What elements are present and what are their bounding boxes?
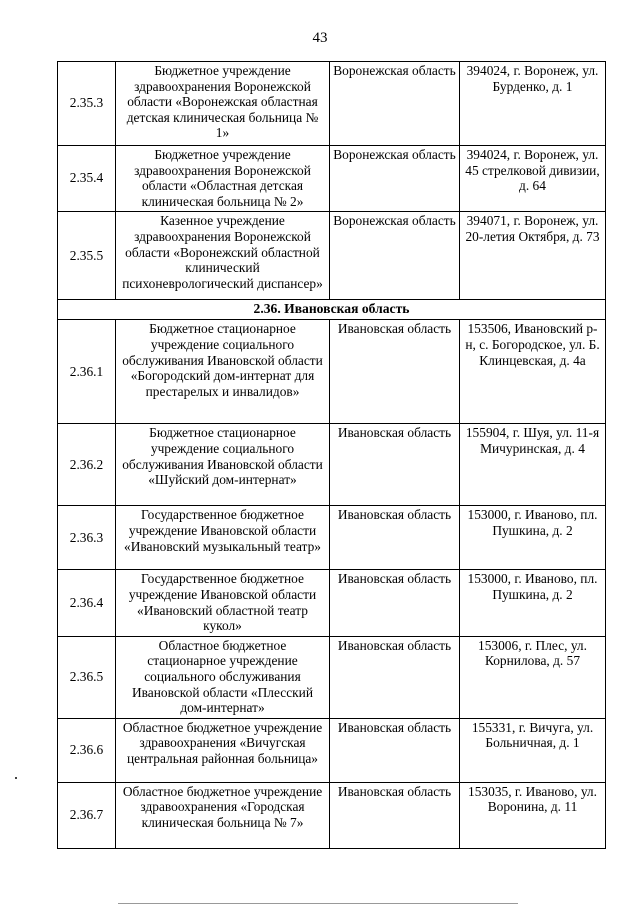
- region-cell: Ивановская область: [330, 636, 460, 718]
- row-number-cell: 2.36.4: [58, 570, 116, 636]
- scan-speck: [15, 777, 17, 779]
- table-row: [58, 212, 606, 300]
- institutions-table: [57, 61, 606, 849]
- institution-name-cell: Областное бюджетное стационарное учреждение социального обслуживания Ивановской области «Плесский дом-интернат»: [116, 636, 330, 718]
- address-cell: 153035, г. Иваново, ул. Воронина, д. 11: [460, 782, 606, 848]
- region-cell: Воронежская область: [330, 62, 460, 146]
- region-cell: Ивановская область: [330, 718, 460, 782]
- row-number-cell: 2.35.4: [58, 146, 116, 212]
- region-cell: Воронежская область: [330, 146, 460, 212]
- address-cell: 394071, г. Воронеж, ул. 20-летия Октября, д. 73: [460, 212, 606, 300]
- institution-name-cell: Бюджетное стационарное учреждение социального обслуживания Ивановской области «Богородский дом-интернат для престарелых и инвалидов»: [116, 320, 330, 424]
- institution-name-cell: Областное бюджетное учреждение здравоохранения «Вичугская центральная районная больница»: [116, 718, 330, 782]
- address-cell: 155331, г. Вичуга, ул. Больничная, д. 1: [460, 718, 606, 782]
- address-cell: 153000, г. Иваново, пл. Пушкина, д. 2: [460, 570, 606, 636]
- row-number-cell: 2.36.1: [58, 320, 116, 424]
- address-cell: 153506, Ивановский р-н, с. Богородское, ул. Б. Клинцевская, д. 4а: [460, 320, 606, 424]
- table-row: [58, 62, 606, 146]
- region-cell: Ивановская область: [330, 320, 460, 424]
- table-row: [58, 424, 606, 506]
- address-cell: 153000, г. Иваново, пл. Пушкина, д. 2: [460, 506, 606, 570]
- row-number-cell: 2.36.3: [58, 506, 116, 570]
- address-cell: 155904, г. Шуя, ул. 11-я Мичуринская, д. 4: [460, 424, 606, 506]
- institution-name-cell: Государственное бюджетное учреждение Ивановской области «Ивановский музыкальный театр»: [116, 506, 330, 570]
- table-row: [58, 320, 606, 424]
- scan-edge-line: [118, 903, 518, 904]
- institution-name-cell: Казенное учреждение здравоохранения Воронежской области «Воронежский областной клинический психоневрологический диспансер»: [116, 212, 330, 300]
- institution-name-cell: Бюджетное учреждение здравоохранения Воронежской области «Областная детская клиническая больница № 2»: [116, 146, 330, 212]
- region-cell: Ивановская область: [330, 570, 460, 636]
- institution-name-cell: Областное бюджетное учреждение здравоохранения «Городская клиническая больница № 7»: [116, 782, 330, 848]
- institutions-table-body: [58, 62, 606, 849]
- table-row: [58, 506, 606, 570]
- row-number-cell: 2.36.6: [58, 718, 116, 782]
- table-row: [58, 146, 606, 212]
- institution-name-cell: Государственное бюджетное учреждение Ивановской области «Ивановский областной театр кукол»: [116, 570, 330, 636]
- row-number-cell: 2.36.2: [58, 424, 116, 506]
- row-number-cell: 2.36.5: [58, 636, 116, 718]
- row-number-cell: 2.35.3: [58, 62, 116, 146]
- institution-name-cell: Бюджетное стационарное учреждение социального обслуживания Ивановской области «Шуйский дом-интернат»: [116, 424, 330, 506]
- row-number-cell: 2.36.7: [58, 782, 116, 848]
- institution-name-cell: Бюджетное учреждение здравоохранения Воронежской области «Воронежская областная детская клиническая больница № 1»: [116, 62, 330, 146]
- section-title: 2.36. Ивановская область: [58, 300, 606, 320]
- table-row: [58, 782, 606, 848]
- region-cell: Ивановская область: [330, 506, 460, 570]
- table-row: [58, 718, 606, 782]
- table-row: [58, 636, 606, 718]
- region-cell: Воронежская область: [330, 212, 460, 300]
- address-cell: 394024, г. Воронеж, ул. Бурденко, д. 1: [460, 62, 606, 146]
- address-cell: 153006, г. Плес, ул. Корнилова, д. 57: [460, 636, 606, 718]
- region-cell: Ивановская область: [330, 424, 460, 506]
- address-cell: 394024, г. Воронеж, ул. 45 стрелковой дивизии, д. 64: [460, 146, 606, 212]
- row-number-cell: 2.35.5: [58, 212, 116, 300]
- section-header-row: [58, 300, 606, 320]
- page-number: 43: [312, 30, 328, 46]
- table-row: [58, 570, 606, 636]
- region-cell: Ивановская область: [330, 782, 460, 848]
